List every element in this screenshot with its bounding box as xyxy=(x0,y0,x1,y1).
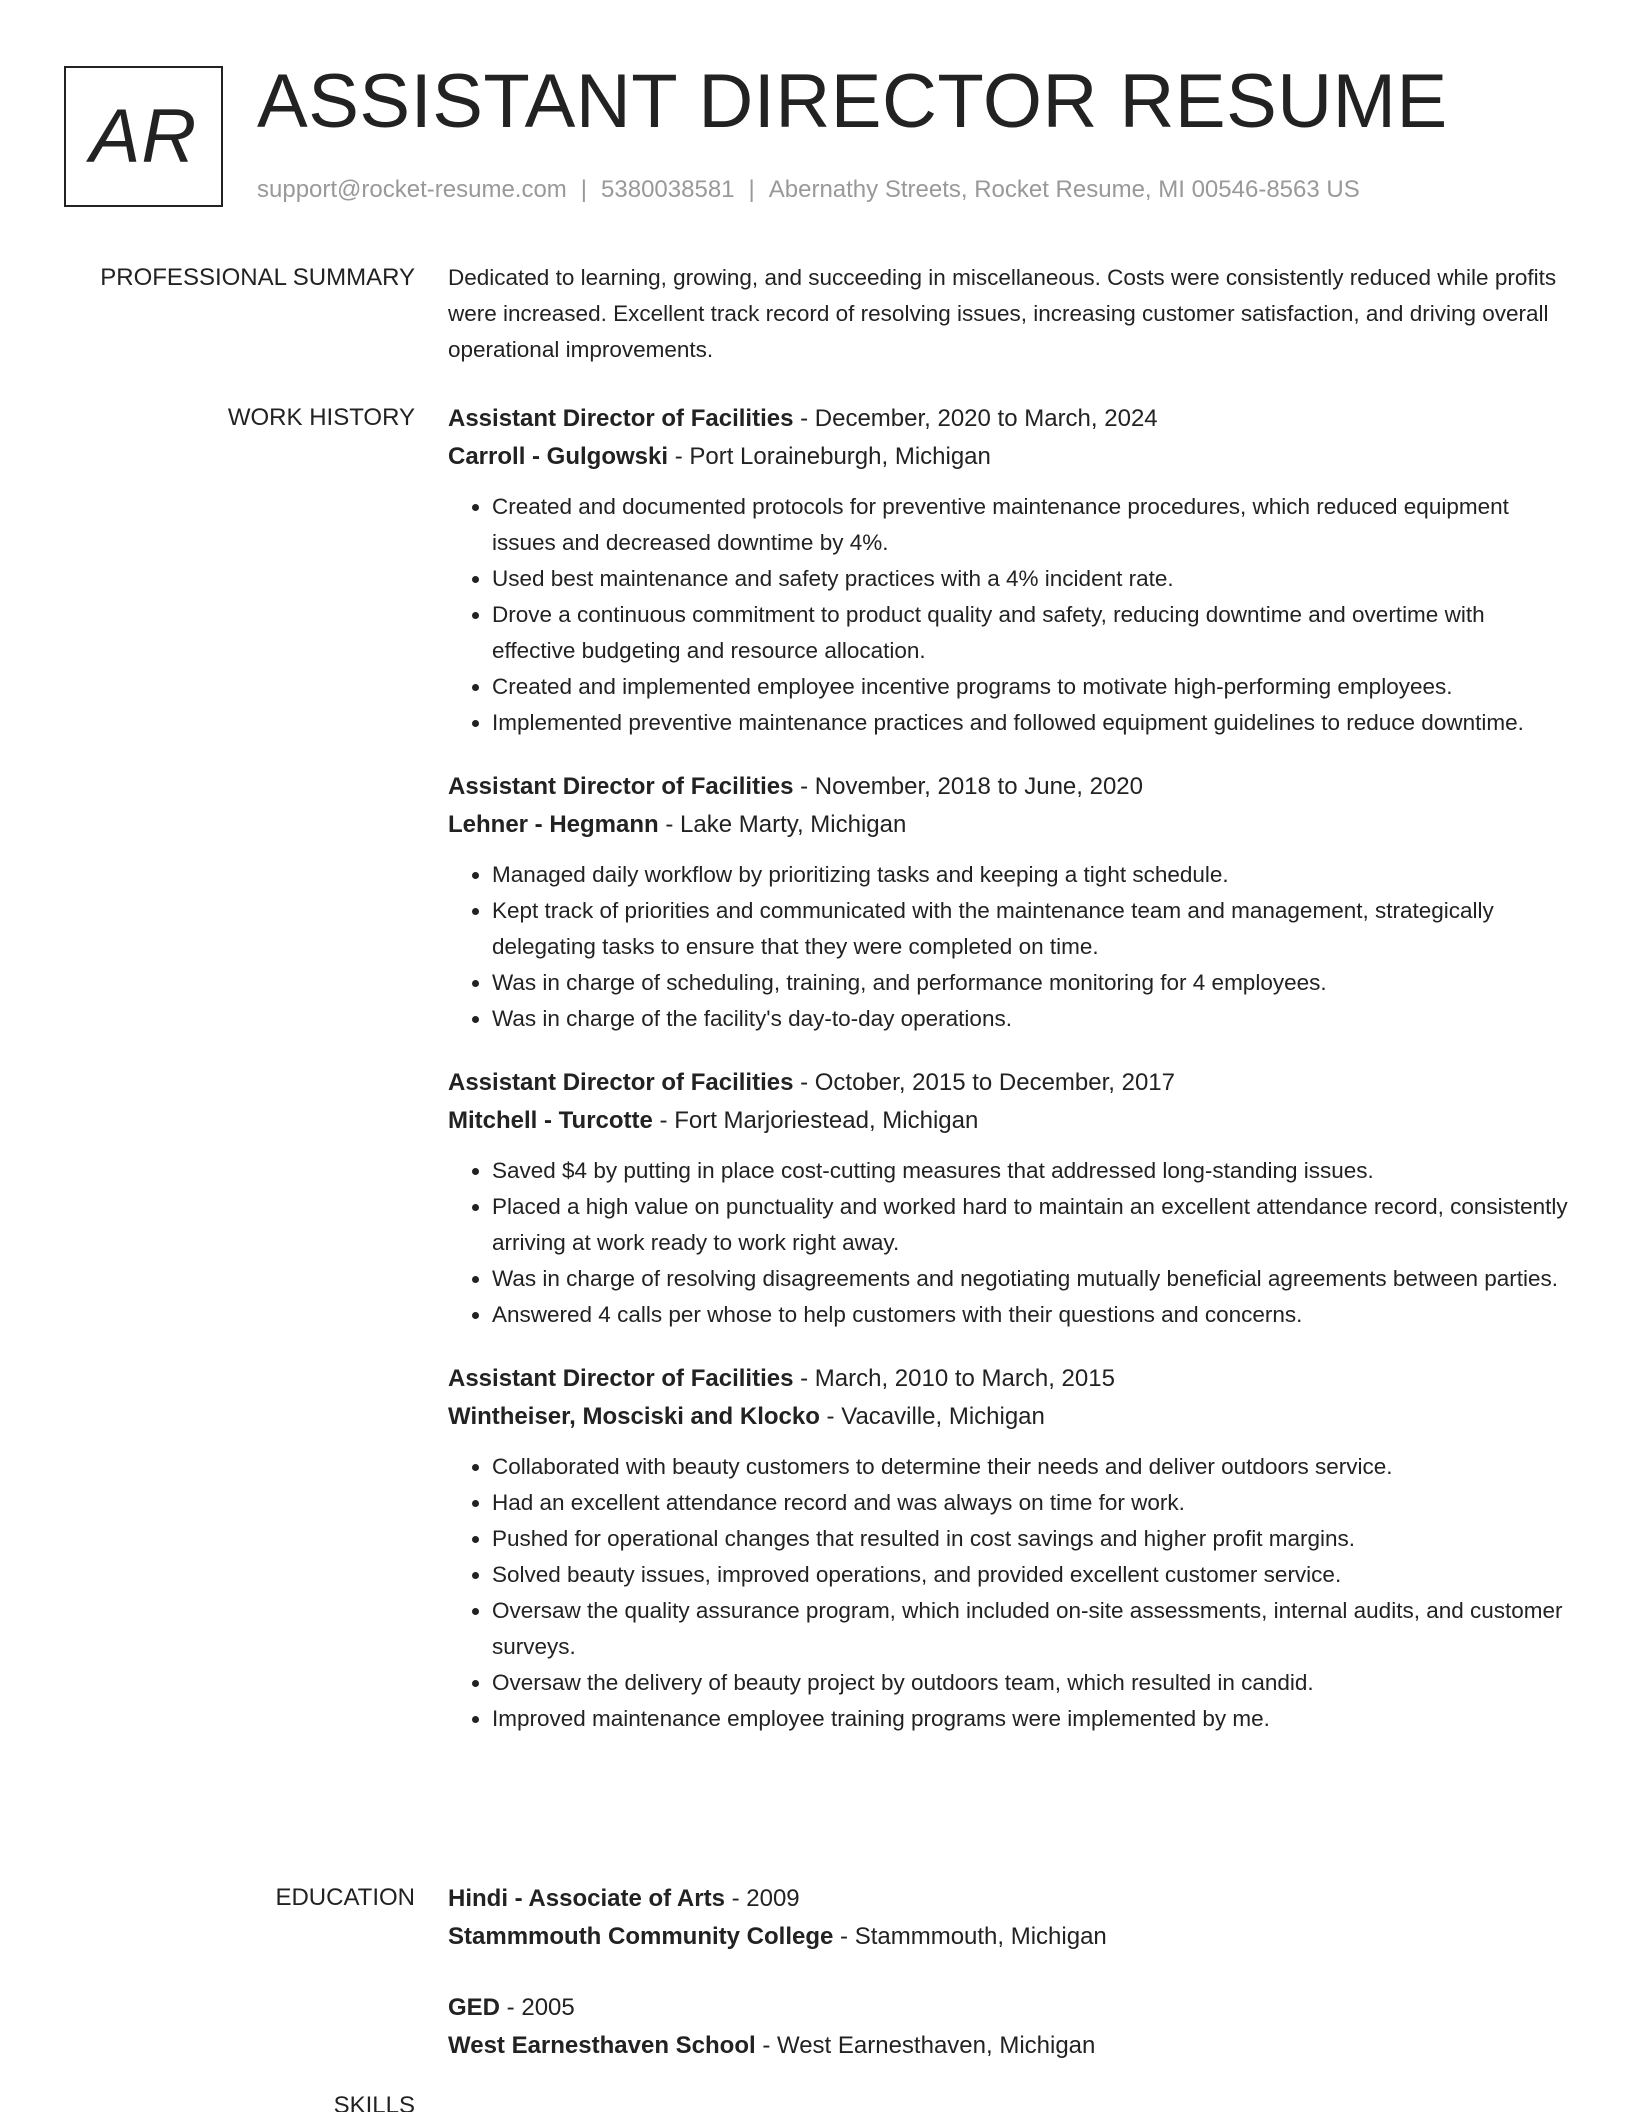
job-bullet: • Drove a continuous commitment to product quality and safety, reducing downtime and overtime with effective budgeting and resource allocation. xyxy=(492,597,1568,669)
job-bullet: • Kept track of priorities and communicated with the maintenance team and management, strategically delegating tasks to ensure that they were completed on time. xyxy=(492,893,1568,965)
education-school-line xyxy=(448,1918,1568,1956)
job-title-line xyxy=(448,1360,1568,1398)
job-bullet: • Pushed for operational changes that resulted in cost savings and higher profit margins. xyxy=(492,1521,1568,1557)
monogram-initials: AR xyxy=(89,94,198,179)
section-label-work-history: WORK HISTORY xyxy=(227,404,415,431)
job-title: Assistant Director of Facilities xyxy=(448,773,794,800)
job-title: Assistant Director of Facilities xyxy=(448,1069,794,1096)
education-location: - West Earnesthaven, Michigan xyxy=(755,2032,1096,2059)
job-entry xyxy=(448,1360,1568,1737)
job-title: Assistant Director of Facilities xyxy=(448,405,794,432)
contact-email: support@rocket-resume.com xyxy=(257,176,567,203)
section-label-summary: PROFESSIONAL SUMMARY xyxy=(100,264,415,291)
job-bullets xyxy=(448,857,1568,1037)
job-company: Wintheiser, Mosciski and Klocko xyxy=(448,1403,820,1430)
contact-phone: 5380038581 xyxy=(601,176,735,203)
summary-text: Dedicated to learning, growing, and succeeding in miscellaneous. Costs were consistently reduced while profits were increased. Excellent track record of resolving issues, increasing customer satisfaction, and driving overall operational improvements. xyxy=(448,265,1557,362)
education-degree-line xyxy=(448,1880,1568,1918)
job-company-line xyxy=(448,1102,1568,1140)
job-bullet: • Created and documented protocols for preventive maintenance procedures, which reduced equipment issues and decreased downtime by 4%. xyxy=(492,489,1568,561)
job-bullet: • Collaborated with beauty customers to determine their needs and deliver outdoors service. xyxy=(492,1449,1568,1485)
job-company: Lehner - Hegmann xyxy=(448,811,659,838)
contact-line xyxy=(257,174,1360,206)
job-bullet: • Was in charge of scheduling, training, and performance monitoring for 4 employees. xyxy=(492,965,1568,1001)
education-school: West Earnesthaven School xyxy=(448,2032,756,2059)
job-location: - Fort Marjoriestead, Michigan xyxy=(652,1107,979,1134)
education-entry xyxy=(448,1880,1568,1956)
job-title-line xyxy=(448,400,1568,438)
job-location: - Port Loraineburgh, Michigan xyxy=(668,443,991,470)
job-bullet: • Oversaw the quality assurance program, which included on-site assessments, internal audits, and customer surveys. xyxy=(492,1593,1568,1665)
education-degree: GED xyxy=(448,1994,501,2021)
job-title-line xyxy=(448,768,1568,806)
job-entry xyxy=(448,768,1568,1037)
job-bullet: • Oversaw the delivery of beauty project by outdoors team, which resulted in candid. xyxy=(492,1665,1568,1701)
section-label-education: EDUCATION xyxy=(275,1884,415,1911)
contact-address: Abernathy Streets, Rocket Resume, MI 00546-8563 US xyxy=(768,176,1360,203)
job-entry xyxy=(448,400,1568,741)
job-bullet: • Managed daily workflow by prioritizing tasks and keeping a tight schedule. xyxy=(492,857,1568,893)
education-school: Stammmouth Community College xyxy=(448,1923,834,1950)
section-label-skills: SKILLS xyxy=(333,2096,415,2112)
resume-title: ASSISTANT DIRECTOR RESUME xyxy=(257,59,1448,144)
job-bullets xyxy=(448,489,1568,741)
education-location: - Stammmouth, Michigan xyxy=(833,1923,1107,1950)
job-bullets xyxy=(448,1449,1568,1737)
job-dates: - March, 2010 to March, 2015 xyxy=(793,1365,1115,1392)
job-bullet: • Implemented preventive maintenance practices and followed equipment guidelines to reduce downtime. xyxy=(492,705,1568,741)
education-year: - 2005 xyxy=(500,1994,575,2021)
education-entry xyxy=(448,1989,1568,2065)
contact-separator: | xyxy=(580,176,588,203)
job-bullet: • Was in charge of the facility's day-to-day operations. xyxy=(492,1001,1568,1037)
job-bullet: • Had an excellent attendance record and was always on time for work. xyxy=(492,1485,1568,1521)
education-school-line xyxy=(448,2027,1568,2065)
job-company: Carroll - Gulgowski xyxy=(448,443,669,470)
job-bullet: • Placed a high value on punctuality and worked hard to maintain an excellent attendance record, consistently arriving at work ready to work right away. xyxy=(492,1189,1568,1261)
job-location: - Vacaville, Michigan xyxy=(819,1403,1045,1430)
monogram-box xyxy=(64,66,223,207)
job-bullet: • Improved maintenance employee training programs were implemented by me. xyxy=(492,1701,1568,1737)
job-bullets xyxy=(448,1153,1568,1333)
job-company-line xyxy=(448,806,1568,844)
job-company: Mitchell - Turcotte xyxy=(448,1107,653,1134)
job-bullet: • Answered 4 calls per whose to help customers with their questions and concerns. xyxy=(492,1297,1568,1333)
work-history-list xyxy=(448,400,1568,1764)
job-dates: - December, 2020 to March, 2024 xyxy=(793,405,1158,432)
education-degree-line xyxy=(448,1989,1568,2027)
job-location: - Lake Marty, Michigan xyxy=(658,811,907,838)
contact-separator: | xyxy=(748,176,755,203)
job-bullet: • Created and implemented employee incentive programs to motivate high-performing employees. xyxy=(492,669,1568,705)
job-bullet: • Used best maintenance and safety practices with a 4% incident rate. xyxy=(492,561,1568,597)
job-company-line xyxy=(448,438,1568,476)
education-year: - 2009 xyxy=(724,1885,800,1912)
job-dates: - November, 2018 to June, 2020 xyxy=(793,773,1143,800)
education-list xyxy=(448,1880,1568,2098)
job-dates: - October, 2015 to December, 2017 xyxy=(793,1069,1175,1096)
education-degree: Hindi - Associate of Arts xyxy=(448,1885,725,1912)
job-title: Assistant Director of Facilities xyxy=(448,1365,794,1392)
job-bullet: • Solved beauty issues, improved operations, and provided excellent customer service. xyxy=(492,1557,1568,1593)
job-bullet: • Was in charge of resolving disagreements and negotiating mutually beneficial agreements between parties. xyxy=(492,1261,1568,1297)
job-entry xyxy=(448,1064,1568,1333)
job-bullet: • Saved $4 by putting in place cost-cutting measures that addressed long-standing issues. xyxy=(492,1153,1568,1189)
job-title-line xyxy=(448,1064,1568,1102)
job-company-line xyxy=(448,1398,1568,1436)
skills-section xyxy=(0,2096,1632,2112)
